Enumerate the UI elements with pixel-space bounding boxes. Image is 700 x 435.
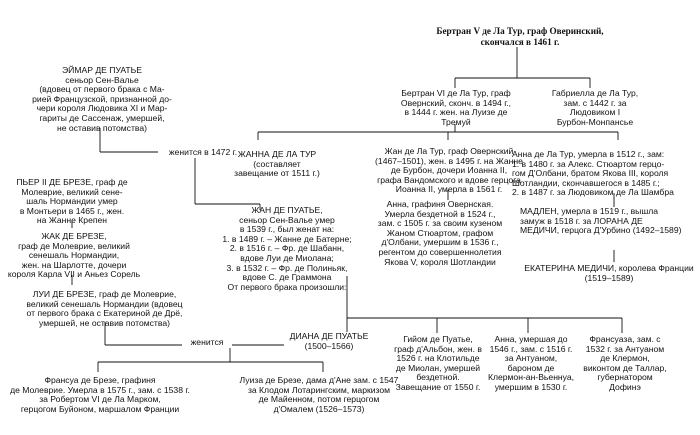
person-francoise-de-poitiers: Франсуаза, зам. с 1532 г. за Антуаном де Клермон, виконтом де Таллар, губернатором Дофинэ <box>583 334 667 392</box>
person-bertrand-v: Бертран V де Ла Тур, граф Оверинский, скончался в 1461 г. <box>436 26 604 47</box>
person-francoise-de-breze: Франсуа де Брезе, графиня де Молеврие. Умерла в 1575 г., зам. с 1538 г. за Робертом VI де Ла Марком, герцогом Буйоном, маршалом Франции <box>10 375 190 414</box>
marriage-label-1472: женится в 1472 г. <box>158 148 248 158</box>
person-jean-de-poitiers: ЖАН ДЕ ПУАТЬЕ, сеньор Сен-Валье умер в 1539 г., был женат на: 1. в 1489 г. – Жанне де Батерне; 2. в 1516 г. – Фр. де Шабанн, вдове Луи де Миолана; 3. в 1532 г. – Фр. де Полиньяк, вдове С. де Граммона От первого брака произошли: <box>222 205 352 292</box>
person-aymar-de-poitiers: ЭЙМАР ДЕ ПУАТЬЕ сеньор Сен-Валье (вдовец от первого брака с Ма- рией Французской, признанной до- чери короля Людовика XI и Мар- гариты де Сассенаж, умершей, не оставив потомства) <box>32 65 172 133</box>
marriage-label: женится <box>182 338 232 348</box>
person-jean-de-la-tour: Жан де Ла Тур, граф Овернский (1467–1501), жен. в 1495 г. на Жанне де Бурбон, дочери Иоанна II, графа Вандомского и вдове герцога Иоанна II, умерла в 1561 г. <box>375 146 523 195</box>
person-louise-de-breze: Луиза де Брезе, дама д'Ане зам. с 1547 за Клодом Лотарингским, маркизом де Майенном, потом герцогом д'Омалем (1526–1573) <box>239 375 399 414</box>
person-anne-poitiers: Анна, умершая до 1546 г., зам. с 1516 г. за Антуаном, бароном де Клермон-ан-Вьеннуа, умершим в 1530 г. <box>487 334 575 392</box>
person-gabriella: Габриелла де Ла Тур, зам. с 1442 г. за Людовиком I Бурбон-Монпансье <box>551 88 639 127</box>
person-catherine-de-medici: ЕКАТЕРИНА МЕДИЧИ, королева Франции (1519–1589) <box>524 263 694 283</box>
person-pierre-ii-de-breze: ПЬЕР II ДЕ БРЕЗЕ, граф де Молеврие, великий сене- шаль Нормандии умер в Монтьери в 1465 г., жен. на Жанне Крепен <box>16 177 128 226</box>
person-diane-de-poitiers: ДИАНА ДЕ ПУАТЬЕ (1500–1566) <box>284 332 374 351</box>
person-anne-de-la-tour: Анна де Ла Тур, умерла в 1512 г., зам: 1. в 1480 г. за Алекс. Стюартом герцо- гом Д'Олбани, братом Якова III, короля Шотландии, скончавшегося в 1485 г.; 2. в 1487 г. за Людовиком де Ла Шамбра <box>512 149 674 198</box>
person-anne-countess-auvergne: Анна, графиня Овернская. Умерла бездетной в 1524 г., зам. с 1505 г. за своим кузеном Жаном Стюартом, графом д'Олбани, умершим в 1536 г., регентом до совершеннолетия Якова V, короля Шотландии <box>377 199 503 267</box>
person-jeanne-de-la-tour: ЖАННА ДЕ ЛА ТУР (составляет завещание от 1511 г.) <box>234 149 320 179</box>
person-madeleine: МАДЛЕН, умерла в 1519 г., вышла замуж в 1518 г. за ЛОРАНА ДЕ МЕДИЧИ, герцога Д'Урбино (1492–1589) <box>520 206 682 236</box>
person-bertrand-vi: Бертран VI де Ла Тур, граф Овернский, сконч. в 1494 г., в 1444 г. жен. на Луизе де Тремуй <box>400 88 512 127</box>
person-louis-de-breze: ЛУИ ДЕ БРЕЗЕ, граф де Молеврие, великий сенешаль Нормандии (вдовец от первого брака с Екатериной де Дрё, умершей, не оставив потомства) <box>26 289 183 328</box>
person-guillaume-de-poitiers: Гийом де Пуатье, граф д'Альбон, жен. в 1526 г. на Клотильде де Миолан, умершей бездетной. Завещание от 1550 г. <box>394 334 482 392</box>
person-jacques-de-breze: ЖАК ДЕ БРЕЗЕ, граф де Молеврие, великий сенешаль Нормандии, жен. на Шарлотте, дочери короля Карла VII и Аньез Сорель <box>7 231 141 280</box>
